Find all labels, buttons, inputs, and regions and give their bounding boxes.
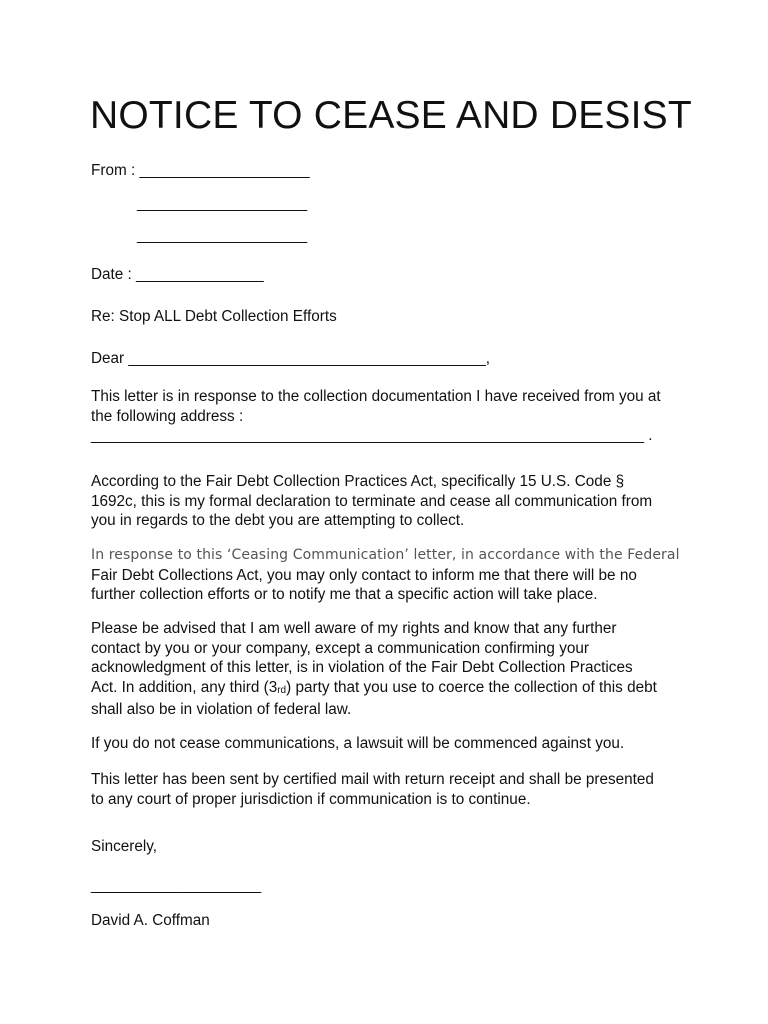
paragraph-line: the following address :: [91, 407, 244, 425]
subject-line: Re: Stop ALL Debt Collection Efforts: [91, 308, 337, 325]
paragraph-ceasing-communication: [91, 546, 691, 605]
paragraph-line: Fair Debt Collections Act, you may only contact to inform me that there will be no: [91, 566, 637, 584]
address-blank-line: _________________________________________________________________ .: [91, 427, 653, 444]
paragraph-line: further collection efforts or to notify me that a specific action will take place.: [91, 586, 598, 603]
paragraph-address: [91, 387, 691, 446]
paragraph-line: shall also be in violation of federal law.: [91, 701, 352, 718]
paragraph-line: 1692c, this is my formal declaration to terminate and cease all communication from: [91, 492, 653, 510]
paragraph-line: you in regards to the debt you are attempting to collect.: [91, 512, 465, 529]
signature-line: ____________________: [91, 877, 262, 894]
from-address-line-3: ____________________: [137, 227, 308, 244]
paragraph-fdcpa: [91, 472, 691, 531]
paragraph-line: to any court of proper jurisdiction if communication is to continue.: [91, 790, 531, 808]
document-title: NOTICE TO CEASE AND DESIST: [90, 94, 692, 137]
paragraph-lawsuit: If you do not cease communications, a lawsuit will be commenced against you.: [91, 735, 625, 752]
from-address-line-2: ____________________: [137, 195, 308, 212]
text-fragment: ) party that you use to coerce the collection of this debt: [286, 678, 657, 696]
paragraph-line: According to the Fair Debt Collection Practices Act, specifically 15 U.S. Code §: [91, 473, 625, 490]
paragraph-line: contact by you or your company, except a communication confirming your: [91, 639, 589, 657]
paragraph-rights: [91, 619, 691, 720]
text-fragment: Act. In addition, any third (3: [91, 678, 278, 696]
paragraph-line: acknowledgment of this letter, is in violation of the Fair Debt Collection Practices: [91, 659, 633, 676]
date-line: Date : _______________: [91, 266, 264, 283]
paragraph-line: This letter has been sent by certified mail with return receipt and shall be presented: [91, 771, 654, 788]
salutation-line: Dear __________________________________________,: [91, 350, 490, 367]
closing: Sincerely,: [91, 838, 158, 855]
paragraph-line: This letter is in response to the collection documentation I have received from you at: [91, 388, 661, 405]
paragraph-line: [91, 678, 691, 701]
from-line: From : ____________________: [91, 162, 310, 179]
paragraph-line: Please be advised that I am well aware of my rights and know that any further: [91, 620, 617, 637]
paragraph-line: In response to this ‘Ceasing Communication’ letter, in accordance with the Federal: [91, 547, 680, 563]
signer-name: David A. Coffman: [91, 912, 210, 929]
paragraph-certified-mail: [91, 770, 691, 809]
ordinal-suffix: rd: [277, 684, 287, 696]
